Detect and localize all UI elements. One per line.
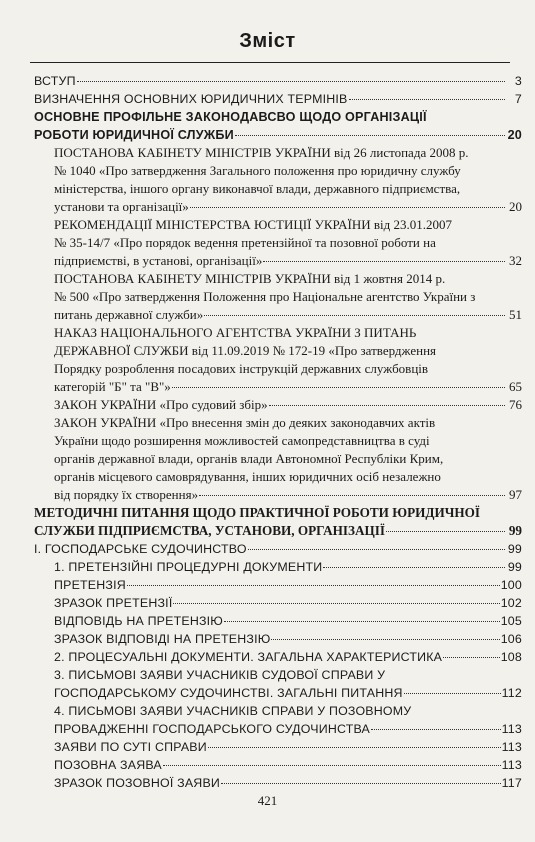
toc-page-number: 51 (509, 307, 522, 322)
toc-entry-zayavy[interactable] (34, 738, 522, 756)
toc-entry-last-line (34, 72, 522, 90)
toc-entry-last-line (34, 522, 522, 540)
dot-leader (235, 135, 505, 136)
toc-entry-title: ЗРАЗОК ПОЗОВНОЇ ЗАЯВИ (54, 776, 221, 790)
toc-entry-kmu500[interactable] (34, 270, 522, 324)
toc-page-number: 3 (514, 74, 522, 88)
toc-entry-line: РЕКОМЕНДАЦІЇ МІНІСТЕРСТВА ЮСТИЦІЇ УКРАЇНИ від 23.01.2007 (54, 217, 452, 232)
toc-entry-line: України щодо розширення можливостей самопредставництва в суді (54, 433, 430, 448)
toc-page-number: 97 (509, 487, 522, 502)
toc-entry-vyznach[interactable] (34, 90, 522, 108)
toc-entry-pretenz[interactable] (34, 576, 522, 594)
toc-entry-zbir[interactable] (34, 396, 522, 414)
toc-entry-title: ВСТУП (34, 74, 76, 88)
toc-page-number: 113 (501, 722, 522, 736)
dot-leader (163, 765, 501, 766)
toc-entry-title: ПРОВАДЖЕННІ ГОСПОДАРСЬКОГО СУДОЧИНСТВА (54, 722, 371, 736)
dot-leader (269, 405, 505, 406)
toc-entry-line: НАКАЗ НАЦІОНАЛЬНОГО АГЕНТСТВА УКРАЇНИ З ПИТАНЬ (54, 325, 417, 340)
dot-leader (349, 99, 506, 100)
dot-leader (173, 603, 499, 604)
toc-entry-last-line (54, 756, 522, 774)
toc-entry-last-line (54, 774, 522, 792)
toc-page-number: 100 (500, 578, 522, 592)
toc-entry-title: РОБОТИ ЮРИДИЧНОЇ СЛУЖБИ (34, 128, 234, 142)
toc-entry-nakaz172[interactable] (34, 324, 522, 396)
dot-leader (323, 567, 505, 568)
toc-page-number: 102 (500, 596, 522, 610)
toc-entry-vstup[interactable] (34, 72, 522, 90)
toc-entry-gosp[interactable] (34, 540, 522, 558)
toc-page-number: 113 (501, 758, 522, 772)
toc-entry-title: питань державної служби» (54, 307, 204, 322)
toc-entry-title: ЗРАЗОК ВІДПОВІДІ НА ПРЕТЕНЗІЮ (54, 632, 271, 646)
toc-page-number: 20 (507, 128, 522, 142)
toc-entry-line: органів місцевого самоврядування, інших юридичних осіб незалежно (54, 469, 441, 484)
toc-entry-last-line (54, 252, 522, 270)
dot-leader (271, 639, 499, 640)
toc-entry-last-line (54, 684, 522, 702)
toc-entry-title: ЗАКОН УКРАЇНИ «Про судовий збір» (54, 397, 268, 412)
toc-entry-line: міністерства, іншого органу виконавчої влади, державного підприємства, (54, 181, 461, 196)
dot-leader (199, 495, 505, 496)
toc-entry-zrazok_vidpov[interactable] (34, 630, 522, 648)
toc-entry-last-line (54, 738, 522, 756)
toc-entry-zrazok_poz[interactable] (34, 774, 522, 792)
toc-entry-vidpovid[interactable] (34, 612, 522, 630)
toc-entry-last-line (34, 90, 522, 108)
toc-entry-title: від порядку їх створення» (54, 487, 199, 502)
toc-page-number: 7 (514, 92, 522, 106)
toc-entry-last-line (54, 594, 522, 612)
dot-leader (386, 531, 505, 532)
toc-entry-line: Порядку розроблення посадових інструкцій державних службовців (54, 361, 429, 376)
toc-entry-title: 1. ПРЕТЕНЗІЙНІ ПРОЦЕДУРНІ ДОКУМЕНТИ (54, 560, 323, 574)
toc-entry-title: категорій "Б" та "В"» (54, 379, 171, 394)
toc-entry-samopred[interactable] (34, 414, 522, 504)
dot-leader (208, 747, 501, 748)
toc-entry-line: 4. ПИСЬМОВІ ЗАЯВИ УЧАСНИКІВ СПРАВИ У ПОЗОВНОМУ (54, 704, 412, 718)
toc-entry-line: ЗАКОН УКРАЇНИ «Про внесення змін до деяких законодавчих актів (54, 415, 436, 430)
toc-page-number: 113 (501, 740, 522, 754)
dot-leader (371, 729, 501, 730)
toc-page-number: 106 (500, 632, 522, 646)
toc-page-number: 99 (507, 542, 522, 556)
toc-entry-pozovna[interactable] (34, 756, 522, 774)
toc-page-number: 117 (501, 776, 522, 790)
toc-entry-last-line (54, 486, 522, 504)
toc-entry-title: І. ГОСПОДАРСЬКЕ СУДОЧИНСТВО (34, 542, 247, 556)
toc-entry-title: ГОСПОДАРСЬКОМУ СУДОЧИНСТВІ. ЗАГАЛЬНІ ПИТАННЯ (54, 686, 403, 700)
toc-entry-metodychni[interactable] (34, 504, 522, 540)
dot-leader (190, 207, 505, 208)
toc-entry-last-line (34, 126, 522, 144)
toc-entry-title: ПРЕТЕНЗІЯ (54, 578, 126, 592)
toc-entry-last-line (54, 720, 522, 738)
toc-entry-line: ПОСТАНОВА КАБІНЕТУ МІНІСТРІВ УКРАЇНИ від 26 листопада 2008 р. (54, 145, 469, 160)
toc-entry-pysmovi3[interactable] (34, 666, 522, 702)
dot-leader (204, 315, 505, 316)
toc-entry-minjust[interactable] (34, 216, 522, 270)
toc-entry-line: № 1040 «Про затвердження Загального положення про юридичну службу (54, 163, 461, 178)
toc-entry-title: ВИЗНАЧЕННЯ ОСНОВНИХ ЮРИДИЧНИХ ТЕРМІНІВ (34, 92, 348, 106)
toc-entry-last-line (54, 198, 522, 216)
toc-entry-line: ДЕРЖАВНОЇ СЛУЖБИ від 11.09.2019 № 172-19 «Про затвердження (54, 343, 437, 358)
toc-entry-pretenz_doc[interactable] (34, 558, 522, 576)
dot-leader (172, 387, 505, 388)
toc-entry-line: № 35-14/7 «Про порядок ведення претензійної та позовної роботи на (54, 235, 436, 250)
toc-entry-proces[interactable] (34, 648, 522, 666)
toc-entry-title: підприємстві, в установі, організації» (54, 253, 263, 268)
toc-entry-last-line (54, 558, 522, 576)
toc-entry-last-line (34, 540, 522, 558)
toc-entry-line: № 500 «Про затвердження Положення про Національне агентство України з (54, 289, 476, 304)
toc-page-number: 20 (509, 199, 522, 214)
toc-entry-last-line (54, 396, 522, 414)
toc-page-number: 32 (509, 253, 522, 268)
toc-page-number: 99 (507, 560, 522, 574)
dot-leader (248, 549, 505, 550)
toc-entry-line: органів державної влади, органів влади Автономної Республіки Крим, (54, 451, 444, 466)
toc-page-number: 99 (508, 523, 522, 538)
toc-entry-line: ПОСТАНОВА КАБІНЕТУ МІНІСТРІВ УКРАЇНИ від 1 жовтня 2014 р. (54, 271, 446, 286)
toc-page-number: 105 (500, 614, 522, 628)
dot-leader (263, 261, 505, 262)
toc-entry-osnovne[interactable] (34, 108, 522, 144)
toc-entry-title: ПОЗОВНА ЗАЯВА (54, 758, 162, 772)
toc-entry-line: ОСНОВНЕ ПРОФІЛЬНЕ ЗАКОНОДАВСВО ЩОДО ОРГАНІЗАЦІЇ (34, 110, 427, 124)
toc-entry-title: ВІДПОВІДЬ НА ПРЕТЕНЗІЮ (54, 614, 224, 628)
toc-entry-title: установи та організації» (54, 199, 189, 214)
toc-entry-kmu1040[interactable] (34, 144, 522, 216)
dot-leader (404, 693, 501, 694)
dot-leader (77, 81, 505, 82)
toc-entry-line: 3. ПИСЬМОВІ ЗАЯВИ УЧАСНИКІВ СУДОВОЇ СПРАВИ У (54, 668, 386, 682)
toc-page-number: 112 (501, 686, 522, 700)
dot-leader (127, 585, 500, 586)
page-title: Зміст (239, 30, 296, 52)
toc-entry-last-line (54, 630, 522, 648)
toc-entry-zrazok_pretenz[interactable] (34, 594, 522, 612)
toc-entry-title: ЗРАЗОК ПРЕТЕНЗІЇ (54, 596, 173, 610)
dot-leader (443, 657, 500, 658)
toc-entry-pysmovi4[interactable] (34, 702, 522, 738)
page-number: 421 (257, 793, 278, 808)
toc-entry-title: ЗАЯВИ ПО СУТІ СПРАВИ (54, 740, 207, 754)
toc-entry-last-line (54, 576, 522, 594)
toc-entry-title: 2. ПРОЦЕСУАЛЬНІ ДОКУМЕНТИ. ЗАГАЛЬНА ХАРАКТЕРИСТИКА (54, 650, 443, 664)
toc-entry-last-line (54, 612, 522, 630)
dot-leader (224, 621, 500, 622)
toc-entry-line: МЕТОДИЧНІ ПИТАННЯ ЩОДО ПРАКТИЧНОЇ РОБОТИ ЮРИДИЧНОЇ (34, 505, 481, 520)
toc-entry-last-line (54, 648, 522, 666)
toc-page-number: 108 (500, 650, 522, 664)
toc-page-number: 65 (509, 379, 522, 394)
toc-page-number: 76 (509, 397, 522, 412)
toc-entry-last-line (54, 378, 522, 396)
table-of-contents (34, 72, 522, 792)
toc-entry-title: СЛУЖБИ ПІДПРИЄМСТВА, УСТАНОВИ, ОРГАНІЗАЦІЇ (34, 523, 386, 538)
toc-entry-last-line (54, 306, 522, 324)
dot-leader (221, 783, 501, 784)
header-divider (30, 62, 510, 63)
